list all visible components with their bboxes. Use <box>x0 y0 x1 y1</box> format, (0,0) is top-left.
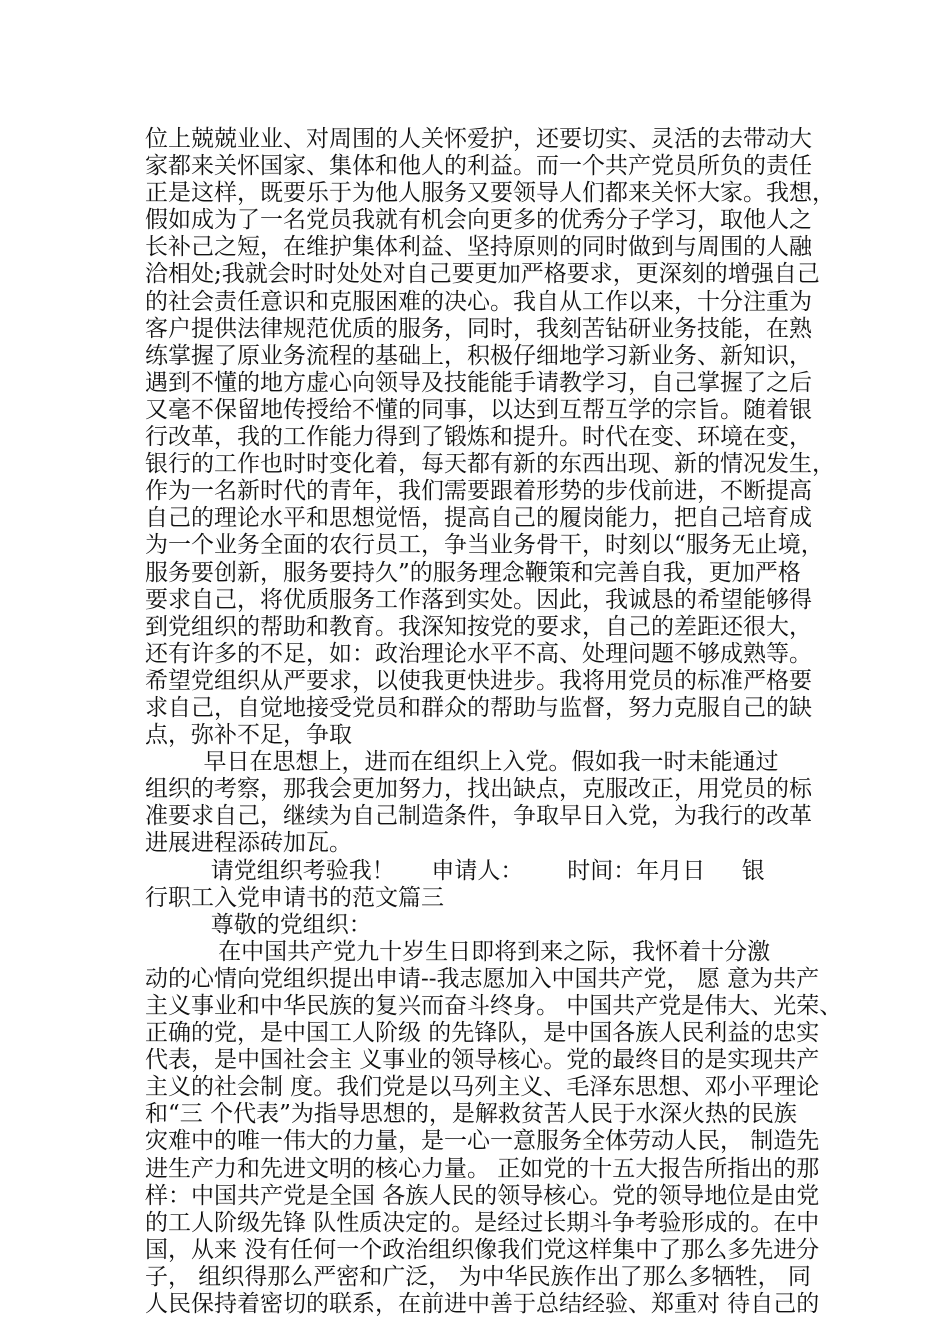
text-line: 希望党组织从严要求，以使我更快进步。我将用党员的标准严格要 <box>145 667 812 694</box>
text-line: 和“三 个代表”为指导思想的，是解救贫苦人民于水深火热的民族 <box>145 1101 797 1128</box>
text-line: 洽相处;我就会时时处处对自己要更加严格要求，更深刻的增强自己 <box>145 261 820 288</box>
text-line: 作为一名新时代的青年，我们需要跟着形势的步伐前进，不断提高 <box>145 478 812 505</box>
text-line: 行改革，我的工作能力得到了锻炼和提升。时代在变、环境在变， <box>145 424 812 451</box>
text-line: 点，弥补不足，争取 <box>145 722 352 749</box>
text-line: 行职工入党申请书的范文篇三 <box>145 884 444 911</box>
text-line: 位上兢兢业业、对周围的人关怀爱护，还要切实、灵活的去带动大 <box>145 126 812 152</box>
text-line: 动的心情向党组织提出申请--我志愿加入中国共产党， 愿 意为共产 <box>145 965 820 992</box>
body-text <box>145 126 843 1318</box>
text-line: 灾难中的唯一伟大的力量，是一心一意服务全体劳动人民， 制造先 <box>145 1128 820 1155</box>
text-line: 正确的党，是中国工人阶级 的先锋队，是中国各族人民利益的忠实 <box>145 1020 820 1047</box>
text-line: 早日在思想上，进而在组织上入党。假如我一时未能通过 <box>145 749 779 776</box>
text-line: 尊敬的党组织： <box>145 911 372 938</box>
text-line: 进生产力和先进文明的核心力量。 正如党的十五大报告所指出的那 <box>145 1155 820 1182</box>
text-line: 银行的工作也时时变化着，每天都有新的东西出现、新的情况发生， <box>145 451 835 478</box>
text-line: 服务要创新，服务要持久”的服务理念鞭策和完善自我，更加严格 <box>145 559 801 586</box>
text-line: 自己的理论水平和思想觉悟，提高自己的履岗能力，把自己培育成 <box>145 505 812 532</box>
text-line: 进展进程添砖加瓦。 <box>145 830 352 857</box>
text-line: 客户提供法律规范优质的服务，同时，我刻苦钻研业务技能，在熟 <box>145 315 812 342</box>
text-line: 求自己，自觉地接受党员和群众的帮助与监督，努力克服自己的缺 <box>145 694 812 721</box>
text-line: 主义事业和中华民族的复兴而奋斗终身。 中国共产党是伟大、光荣、 <box>145 993 843 1019</box>
text-line: 组织的考察，那我会更加努力，找出缺点，克服改正，用党员的标 <box>145 776 812 803</box>
text-line: 主义的社会制 度。我们党是以马列主义、毛泽东思想、邓小平理论 <box>145 1074 820 1101</box>
text-line: 到党组织的帮助和教育。我深知按党的要求，自己的差距还很大， <box>145 613 812 640</box>
text-line: 的工人阶级先锋 队性质决定的。是经过长期斗争考验形成的。在中 <box>145 1209 820 1236</box>
text-line: 要求自己，将优质服务工作落到实处。因此，我诚恳的希望能够得 <box>145 586 812 613</box>
text-line: 假如成为了一名党员我就有机会向更多的优秀分子学习，取他人之 <box>145 207 812 234</box>
text-line: 在中国共产党九十岁生日即将到来之际，我怀着十分激 <box>145 938 771 965</box>
text-line: 代表，是中国社会主 义事业的领导核心。党的最终目的是实现共产 <box>145 1047 820 1074</box>
text-line: 国，从来 没有任何一个政治组织像我们党这样集中了那么多先进分 <box>145 1236 820 1263</box>
text-line: 人民保持着密切的联系，在前进中善于总结经验、郑重对 待自己的 <box>145 1291 820 1318</box>
text-line: 又毫不保留地传授给不懂的同事，以达到互帮互学的宗旨。随着银 <box>145 396 812 423</box>
text-line: 为一个业务全面的农行员工，争当业务骨干，时刻以“服务无止境， <box>145 532 824 559</box>
text-line: 准要求自己，继续为自己制造条件，争取早日入党，为我行的改革 <box>145 803 812 830</box>
text-line: 正是这样，既要乐于为他人服务又要领导人们都来关怀大家。我想， <box>145 180 835 207</box>
text-line: 长补己之短，在维护集体利益、坚持原则的同时做到与周围的人融 <box>145 234 812 261</box>
text-line: 练掌握了原业务流程的基础上，积极仔细地学习新业务、新知识， <box>145 342 812 369</box>
text-line: 还有许多的不足，如：政治理论水平不高、处理问题不够成熟等。 <box>145 640 812 667</box>
text-line: 的社会责任意识和克服困难的决心。我自从工作以来，十分注重为 <box>145 288 812 315</box>
text-line: 遇到不懂的地方虚心向领导及技能能手请教学习，自己掌握了之后 <box>145 369 812 396</box>
text-line: 样：中国共产党是全国 各族人民的领导核心。党的领导地位是由党 <box>145 1182 820 1209</box>
text-line: 家都来关怀国家、集体和他人的利益。而一个共产党员所负的责任 <box>145 153 812 180</box>
text-line: 子， 组织得那么严密和广泛， 为中华民族作出了那么多牺牲， 同 <box>145 1263 811 1290</box>
text-line: 请党组织考验我！ 申请人： 时间：年月日 银 <box>145 857 765 884</box>
